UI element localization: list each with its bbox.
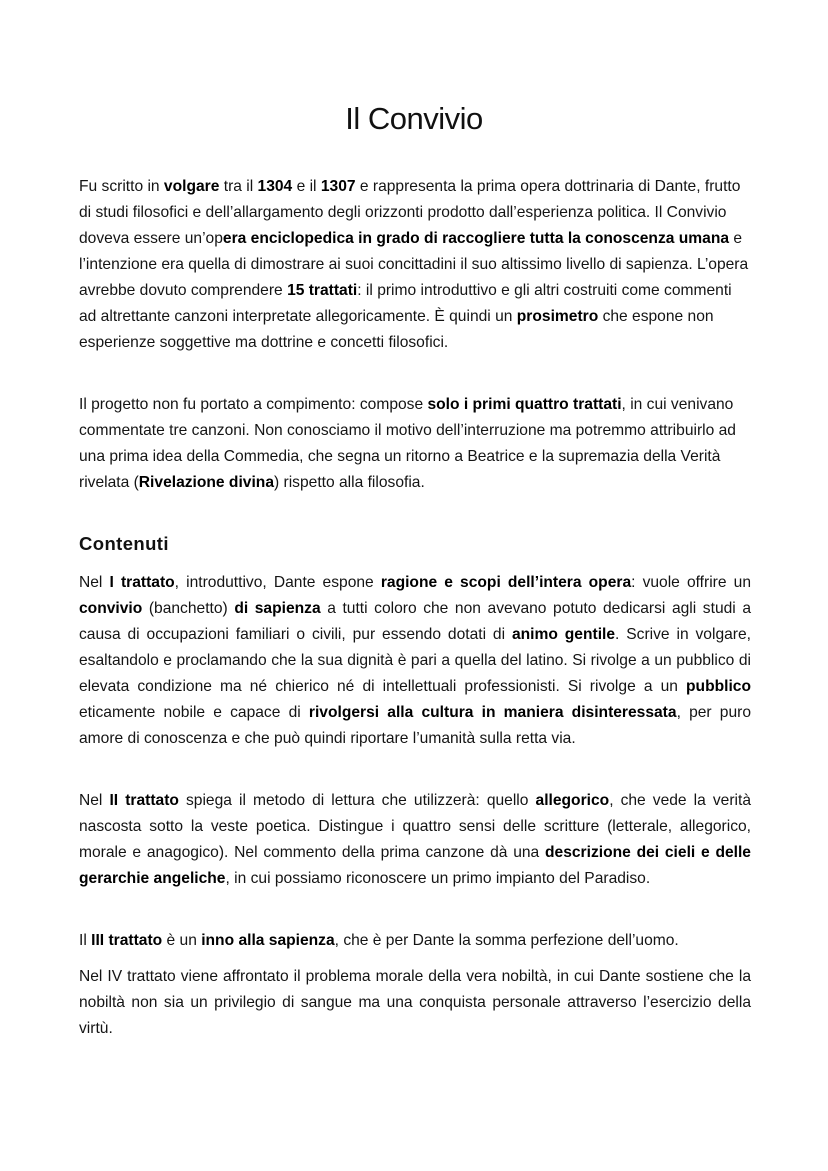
bold-text: di sapienza [234,600,321,617]
paragraph-trattato-1 [79,570,751,752]
text-run: . Scrive in volgare, esaltandolo e proclamando che la sua dignità è pari a quella del latino. Si rivolge a un pubblico di elevata condizione ma né chierico né di intellettuali professionisti. Si rivolge a un [79,626,751,695]
section-heading: Contenuti [79,533,169,554]
text-run: , per puro amore di conoscenza e che può quindi riportare l’umanità sulla retta via. [79,704,752,747]
bold-text: descrizione dei cieli e delle gerarchie angeliche [79,844,751,887]
bold-text: 15 trattati [287,282,358,299]
bold-text: convivio [79,600,143,617]
bold-text: 1304 [257,178,293,195]
text-run: , in cui venivano commentate tre canzoni. Non conosciamo il motivo dell’interruzione ma potremmo attribuirlo ad una prima idea della Commedia, che segna un ritorno a Beatrice e la supremazia della Verità rivelata ( [79,396,736,491]
text-run: Nel IV trattato viene affrontato il problema morale della vera nobiltà, in cui Dante sostiene che la nobiltà non sia un privilegio di sangue ma una conquista personale attraverso l’esercizio della virtù. [79,968,751,1037]
bold-text: III trattato [91,932,163,949]
text-run: ) rispetto alla filosofia. [274,474,425,491]
bold-text: volgare [163,178,220,195]
page-title: Il Convivio [345,101,483,136]
text-run: che espone non esperienze soggettive ma dottrine e concetti filosofici. [79,308,714,351]
text-run: Il progetto non fu portato a compimento: compose [79,396,428,413]
text-run: e l’intenzione era quella di dimostrare ai suoi concittadini il suo altissimo livello di sapienza. L’opera avrebbe dovuto comprendere [79,230,749,299]
bold-text: 1307 [320,178,356,195]
bold-text: Rivelazione divina [138,474,274,491]
text-run: tra il [219,178,258,195]
text-run: e rappresenta la prima opera dottrinaria di Dante, frutto di studi filosofici e dell’allargamento degli orizzonti prodotto dall’esperienza politica. Il Convivio doveva essere un’op [79,178,741,247]
bold-text: rivolgersi alla cultura in maniera disinteressata [308,704,677,721]
text-run: , introduttivo, Dante espone [174,574,381,591]
text-run: Fu scritto in [79,178,164,195]
paragraph-trattato-2 [79,788,751,892]
text-run: Nel [79,792,110,809]
paragraph-project [79,392,751,496]
text-run: a tutti coloro che non avevano potuto dedicarsi agli studi a causa di occupazioni familiari o civili, pur essendo dotati di [79,600,751,643]
text-run: : vuole offrire un [631,574,751,591]
text-run: (banchetto) [142,600,235,617]
bold-text: solo i primi quattro trattati [427,396,622,413]
text-run: Il [79,932,92,949]
paragraph-intro [79,174,751,356]
text-run: eticamente nobile e capace di [79,704,309,721]
bold-text: inno alla sapienza [201,932,335,949]
text-run: e il [292,178,321,195]
paragraph-trattato-4 [79,964,751,1042]
text-run: Nel [79,574,110,591]
bold-text: pubblico [686,678,751,695]
paragraph-trattato-3 [79,928,751,954]
text-run: è un [162,932,202,949]
text-run: : il primo introduttivo e gli altri costruiti come commenti ad altrettante canzoni interpretate allegoricamente. È quindi un [79,282,732,325]
bold-text: I trattato [109,574,175,591]
bold-text: II trattato [109,792,179,809]
bold-text: ragione e scopi dell’intera opera [380,574,632,591]
bold-text: era enciclopedica in grado di raccogliere tutta la conoscenza umana [222,230,730,247]
bold-text: prosimetro [516,308,599,325]
text-run: spiega il metodo di lettura che utilizzerà: quello [178,792,536,809]
text-run: , in cui possiamo riconoscere un primo impianto del Paradiso. [225,870,651,887]
bold-text: animo gentile [511,626,616,643]
bold-text: allegorico [535,792,610,809]
text-run: , che vede la verità nascosta sotto la veste poetica. Distingue i quattro sensi delle scritture (letterale, allegorico, morale e anagogico). Nel commento della prima canzone dà una [79,792,752,861]
text-run: , che è per Dante la somma perfezione dell’uomo. [334,932,679,949]
